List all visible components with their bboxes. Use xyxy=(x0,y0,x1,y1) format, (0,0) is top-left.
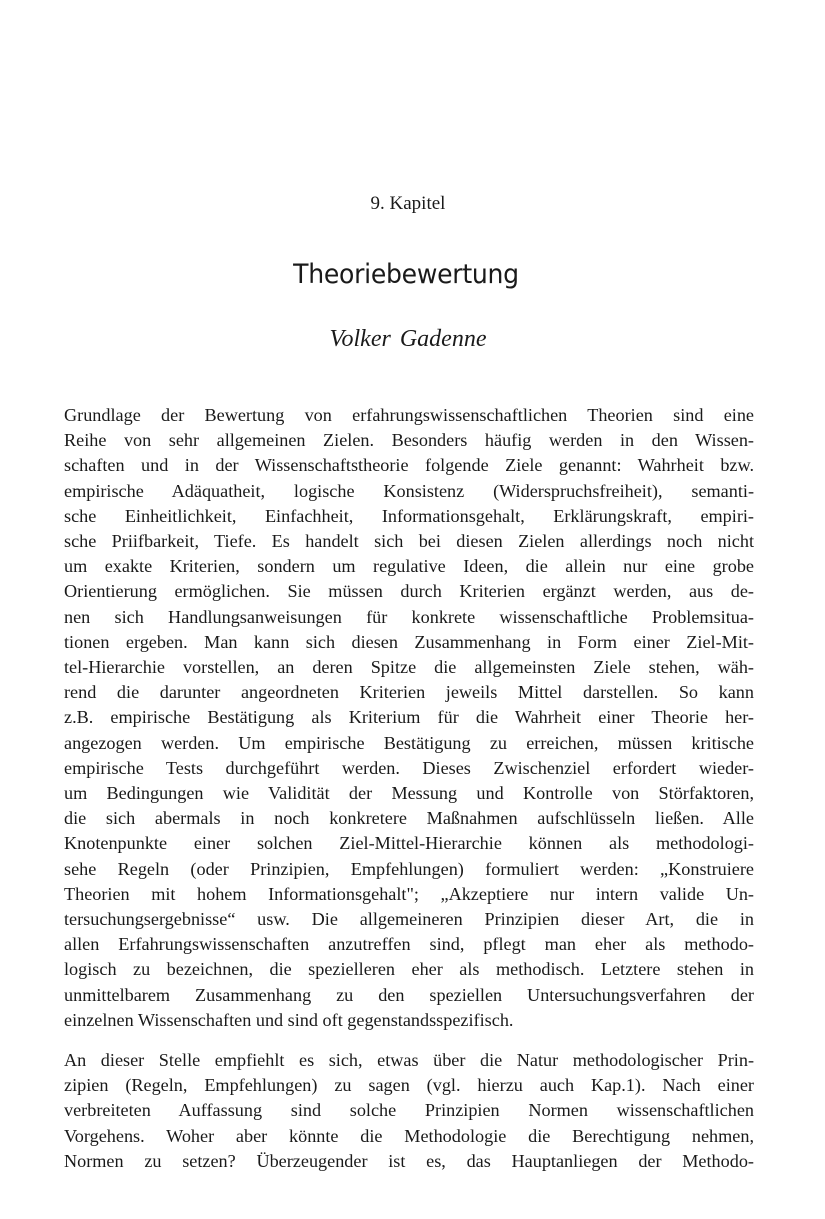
text-line: logisch zu bezeichnen, die spezielleren eher als methodisch. Letztere stehen in xyxy=(64,959,754,980)
chapter-title: Theoriebewertung xyxy=(293,259,519,290)
text-line: einzelnen Wissenschaften und sind oft gegenstandsspezifisch. xyxy=(64,1009,514,1030)
text-line: Theorien mit hohem Informationsgehalt"; „Akzeptiere nur intern valide Un- xyxy=(64,883,754,904)
text-line: sehe Regeln (oder Prinzipien, Empfehlungen) formuliert werden: „Konstruiere xyxy=(64,858,754,879)
text-line: Vorgehens. Woher aber könnte die Methodologie die Berechtigung nehmen, xyxy=(64,1125,754,1146)
text-line: um exakte Kriterien, sondern um regulative Ideen, die allein nur eine grobe xyxy=(64,556,754,577)
text-line: Knotenpunkte einer solchen Ziel-Mittel-Hierarchie können als methodologi- xyxy=(64,833,754,854)
text-line: die sich abermals in noch konkretere Maßnahmen aufschlüsseln ließen. Alle xyxy=(64,808,754,829)
text-line: allen Erfahrungswissenschaften anzutreffen sind, pflegt man eher als methodo- xyxy=(64,934,754,955)
author-name: Volker Gadenne xyxy=(329,326,487,352)
text-line: angezogen werden. Um empirische Bestätigung zu erreichen, müssen kritische xyxy=(64,732,754,753)
text-line: empirische Tests durchgeführt werden. Dieses Zwischenziel erfordert wieder- xyxy=(64,757,754,778)
text-line: z.B. empirische Bestätigung als Kriterium für die Wahrheit einer Theorie her- xyxy=(64,707,754,728)
text-line: unmittelbarem Zusammenhang zu den speziellen Untersuchungsverfahren der xyxy=(64,984,754,1005)
paragraph-2 xyxy=(64,1048,754,1174)
text-line: Grundlage der Bewertung von erfahrungswissenschaftlichen Theorien sind eine xyxy=(64,405,754,425)
text-line: tersuchungsergebnisse“ usw. Die allgemeineren Prinzipien dieser Art, die in xyxy=(64,909,754,930)
text-line: Orientierung ermöglichen. Sie müssen durch Kriterien ergänzt werden, aus de- xyxy=(64,581,754,602)
paragraph-1 xyxy=(64,403,754,1033)
text-line: empirische Adäquatheit, logische Konsistenz (Widerspruchsfreiheit), semanti- xyxy=(64,480,754,501)
body-text xyxy=(64,403,754,1174)
text-line: verbreiteten Auffassung sind solche Prinzipien Normen wissenschaftlichen xyxy=(64,1100,754,1121)
text-line: schaften und in der Wissenschaftstheorie folgende Ziele genannt: Wahrheit bzw. xyxy=(64,455,754,476)
chapter-number: 9. Kapitel xyxy=(370,193,446,214)
text-line: nen sich Handlungsanweisungen für konkrete wissenschaftliche Problemsitua- xyxy=(64,606,754,627)
text-line: sche Einheitlichkeit, Einfachheit, Informationsgehalt, Erklärungskraft, empiri- xyxy=(64,505,754,526)
text-line: tel-Hierarchie vorstellen, an deren Spitze die allgemeinsten Ziele stehen, wäh- xyxy=(64,657,754,678)
text-line: sche Priifbarkeit, Tiefe. Es handelt sich bei diesen Zielen allerdings noch nicht xyxy=(64,531,754,552)
text-line: An dieser Stelle empfiehlt es sich, etwas über die Natur methodologischer Prin- xyxy=(64,1050,754,1071)
text-line: rend die darunter angeordneten Kriterien jeweils Mittel darstellen. So kann xyxy=(64,682,754,703)
text-line: Reihe von sehr allgemeinen Zielen. Besonders häufig werden in den Wissen- xyxy=(64,430,754,451)
text-line: zipien (Regeln, Empfehlungen) zu sagen (vgl. hierzu auch Kap.1). Nach einer xyxy=(64,1075,754,1096)
text-line: Normen zu setzen? Überzeugender ist es, das Hauptanliegen der Methodo- xyxy=(64,1150,754,1171)
text-line: tionen ergeben. Man kann sich diesen Zusammenhang in Form einer Ziel-Mit- xyxy=(64,631,754,652)
text-line: um Bedingungen wie Validität der Messung und Kontrolle von Störfaktoren, xyxy=(64,783,754,804)
